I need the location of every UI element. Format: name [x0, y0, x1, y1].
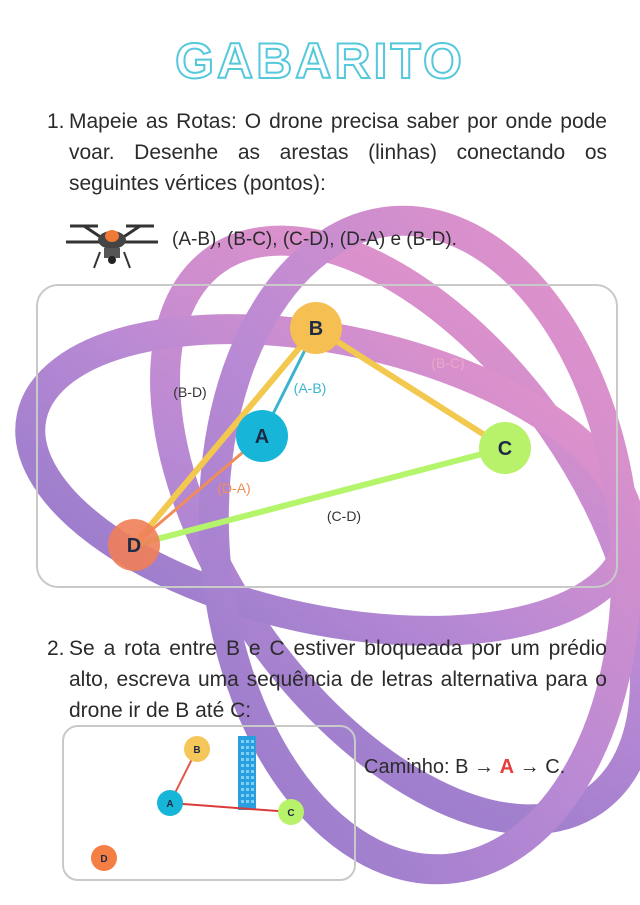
small-node-label-B: B [193, 745, 201, 756]
edge-label-C-D: (C-D) [326, 508, 362, 524]
building-icon [238, 736, 256, 810]
node-label-C: C [497, 438, 513, 460]
node-label-D: D [126, 535, 142, 557]
edge-label-B-C: (B-C) [431, 355, 465, 371]
small-node-label-A: A [166, 799, 174, 810]
edge-pairs-text: (A-B), (B-C), (C-D), (D-A) e (B-D). [172, 229, 457, 250]
node-label-A: A [254, 426, 270, 448]
answer-highlight: A [499, 756, 515, 778]
edge-label-D-A: (D-A) [217, 480, 251, 496]
question-1-text: Mapeie as Rotas: O drone precisa saber por onde pode voar. Desenhe as arestas (linhas) conectando os seguintes vértices (pontos): [69, 110, 607, 195]
node-label-B: B [308, 318, 324, 340]
edge-label-A-B: (A-B) [293, 380, 327, 396]
path-edge-A-C [170, 803, 291, 812]
question-2-number: 2. [47, 637, 65, 660]
answer-prefix: Caminho: B → [364, 756, 495, 778]
small-node-label-D: D [100, 854, 108, 865]
question-1-number: 1. [47, 110, 65, 133]
page-title: GABARITO [175, 33, 465, 89]
edge-B-D [134, 328, 316, 545]
question-2-text: Se a rota entre B e C estiver bloqueada por um prédio alto, escreva uma sequência de letras alternativa para o drone ir de B até C: [69, 637, 607, 722]
edge-B-C [316, 328, 505, 448]
answer-suffix: → C. [519, 756, 566, 778]
small-node-label-C: C [287, 808, 295, 819]
edge-label-B-D: (B-D) [173, 384, 207, 400]
